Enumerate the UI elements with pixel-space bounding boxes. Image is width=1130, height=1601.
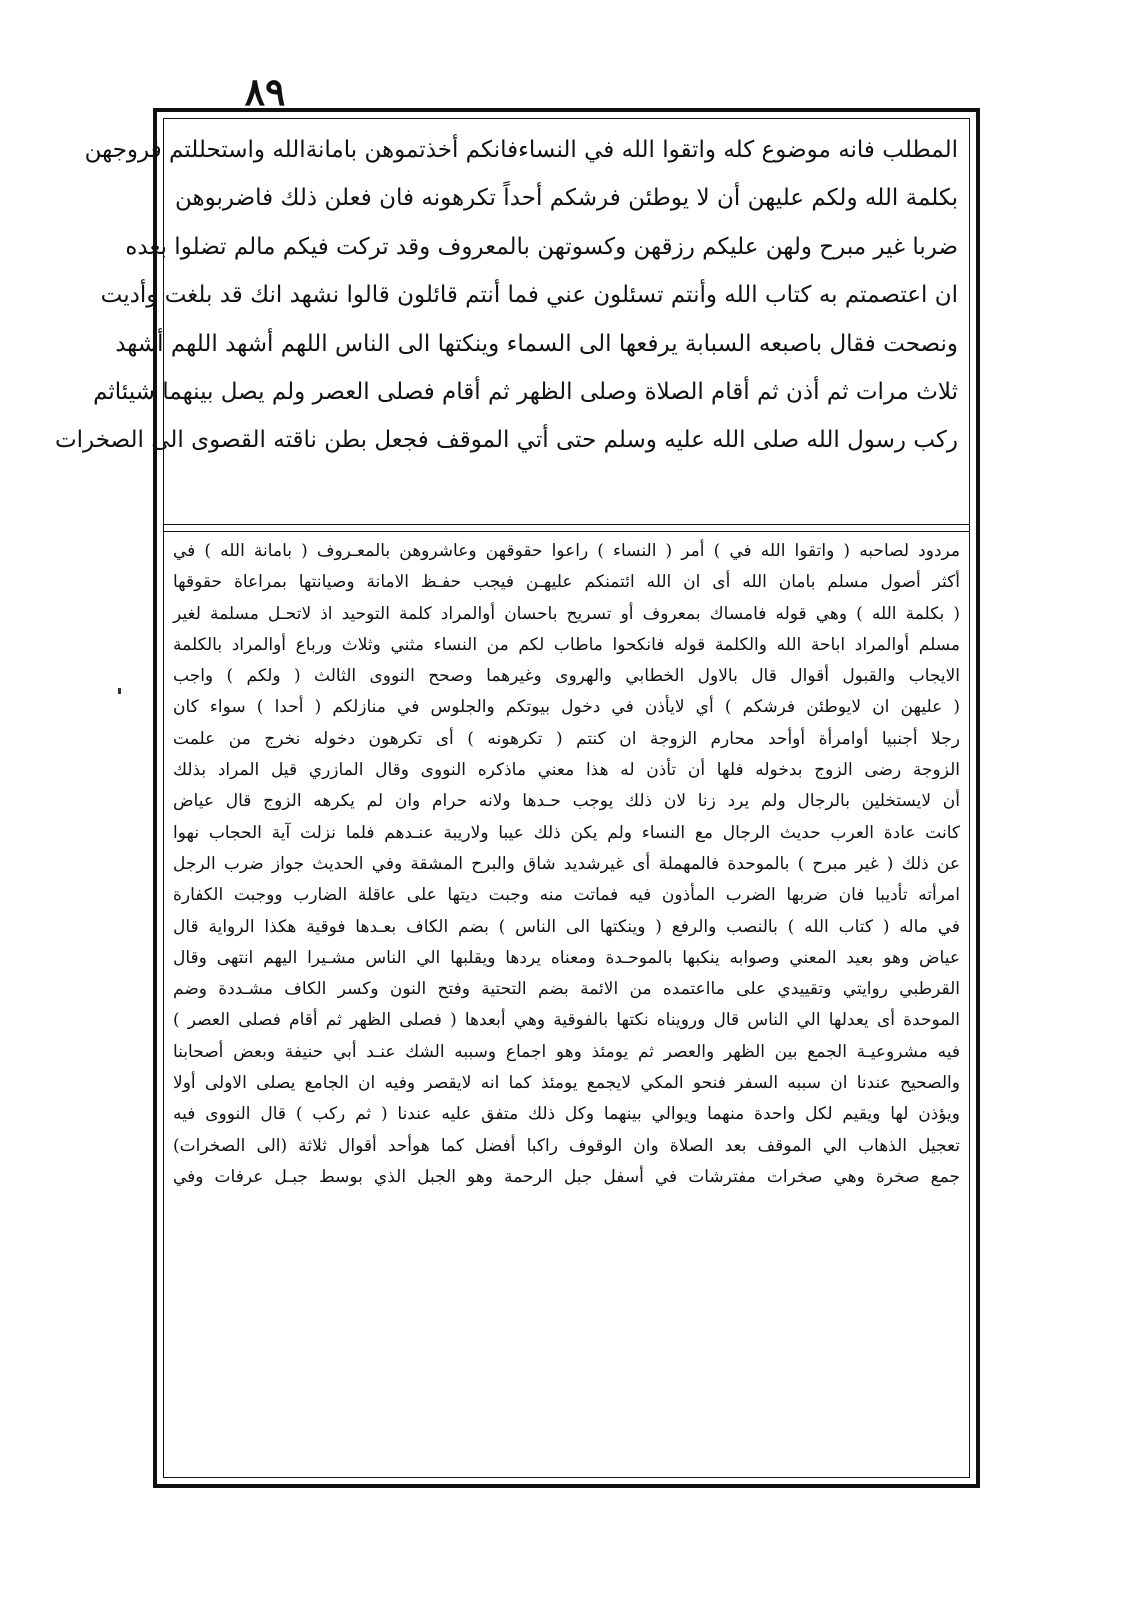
commentary-line: مردود لصاحبه ( واتقوا الله في ) أمر ( النساء ) راعوا حقوقهن وعاشروهن بالمعـروف ( بامانة الله ) في: [173, 541, 960, 561]
section-divider: [163, 524, 970, 532]
page-frame: [54, 108, 980, 1488]
commentary-line: عياض وهو بعيد المعني وصوابه ينكبها بالموحـدة ومعناه يردها ويقلبها الي الناس مشـيرا اليهم انتهى وقال: [173, 947, 960, 968]
commentary-line: في ماله ( كتاب الله ) بالنصب والرفع ( وينكتها الى الناس ) بضم الكاف بعـدها فوقية هكذا الرواية قال: [173, 916, 960, 937]
commentary-line: والصحيح عندنا ان سببه السفر فنحو المكي لايجمع يومئذ كما انه لايقصر وفيه ان الجامع يصلى الاولى أولا: [173, 1073, 960, 1094]
main-text-line: بكلمة الله ولكم عليهن أن لا يوطئن فرشكم أحداً تكرهونه فان فعلن ذلك فاضربوهن: [175, 185, 958, 212]
commentary-line: أكثر أصول مسلم بامان الله أى ان الله ائتمنكم عليهـن فيجب حفـظ الامانة وصيانتها بمراعاة حقوقها: [173, 572, 960, 593]
commentary-line: رجلا أجنبيا أوامرأة أوأحد محارم الزوجة ان كنتم ( تكرهونه ) أى تكرهون دخوله نخرج من علمت: [173, 728, 960, 749]
commentary-line: ويؤذن لها ويقيم لكل واحدة منهما ويوالي بينهما وكل ذلك متفق عليه عندنا ( ثم ركب ) قال النووى فيه: [173, 1104, 960, 1125]
commentary-line: كانت عادة العرب حديث الرجال مع النساء ولم يكن ذلك عيبا ولاريبة عنـدهم فلما نزلت آية الحجاب نهوا: [173, 822, 960, 843]
main-text-line: ركب رسول الله صلى الله عليه وسلم حتى أتي الموقف فجعل بطن ناقته القصوى الى الصخرات: [54, 427, 958, 454]
commentary-line: ( بكلمة الله ) وهي قوله فامساك بمعروف أو تسريح باحسان أوالمراد كلمة التوحيد اذ لاتحـل مسلمة لغير: [173, 603, 960, 624]
commentary-line: الايجاب والقبول أقوال قال بالاول الخطابي والهروى وغيرهما وصحح النووى الثالث ( ولكم ) واجب: [173, 666, 960, 687]
commentary-line: أن لايستخلين بالرجال ولم يرد زنا لان ذلك يوجب حـدها ولانه حرام وان لم يكرهه الزوج قال عياض: [173, 791, 960, 812]
main-text-line: ونصحت فقال باصبعه السبابة يرفعها الى السماء وينكتها الى الناس اللهم أشهد اللهم أشهد: [115, 330, 958, 357]
commentary-line: الزوجة رضى الزوج بدخوله فلها أن تأذن له هذا معني ماذكره النووى وقال المازري قيل المراد بذلك: [173, 760, 960, 781]
commentary-line: جمع صخرة وهي صخرات مفترشات في أسفل جبل الرحمة وهو الجبل الذي بوسط جبـل عرفات وفي: [173, 1166, 960, 1187]
margin-mark: [118, 688, 121, 694]
commentary-line: القرطبي روايتي وتقييدي على مااعتمده من الائمة بضم التحتية وفتح النون وكسر الكاف مشـددة وضم: [173, 979, 960, 1000]
main-text-line: ان اعتصمتم به كتاب الله وأنتم تسئلون عني فما أنتم قائلون قالوا نشهد انك قد بلغت وأديت: [100, 282, 958, 309]
commentary-line: تعجيل الذهاب الي الموقف بعد الصلاة وان الوقوف راكبا أفضل كما هوأحد أقوال ثلاثة (الى الصخرات): [173, 1135, 960, 1156]
main-text-block: [54, 126, 958, 514]
page-number: ٨٩: [244, 69, 286, 114]
commentary-line: عن ذلك ( غير مبرح ) بالموحدة فالمهملة أى غيرشديد شاق والبرح المشقة وفي الحديث جواز ضرب الرجل: [173, 853, 960, 874]
commentary-line: الموحدة أى يعدلها الي الناس قال ورويناه نكتها بالفوقية وهي أبعدها ( فصلى الظهر ثم أقام فصلى العصر ): [173, 1010, 960, 1031]
commentary-line: مسلم أوالمراد اباحة الله والكلمة قوله فانكحوا ماطاب لكم من النساء مثني وثلاث ورباع أوالمراد بالكلمة: [173, 634, 960, 655]
commentary-line: امرأته تأديبا فان ضربها الضرب المأذون فيه فماتت منه وجبت ديتها على عاقلة الضارب ووجبت الكفارة: [173, 885, 960, 906]
main-text-line: ثلاث مرات ثم أذن ثم أقام الصلاة وصلى الظهر ثم أقام فصلى العصر ولم يصل بينهما شيئاثم: [93, 378, 958, 405]
commentary-line: فيه مشروعيـة الجمع بين الظهر والعصر ثم يومئذ وهو اجماع وسببه الشك عنـد أبي حنيفة وبعض أصحابنا: [173, 1041, 960, 1062]
commentary-block: [173, 536, 960, 1476]
main-text-line: ضربا غير مبرح ولهن عليكم رزقهن وكسوتهن بالمعروف وقد تركت فيكم مالم تضلوا بعده: [125, 233, 958, 260]
main-text-line: المطلب فانه موضوع كله واتقوا الله في النساءفانكم أخذتموهن بامانةالله واستحللتم فروجهن: [84, 137, 958, 163]
commentary-line: ( عليهن ان لايوطئن فرشكم ) أي لايأذن في دخول بيوتكم والجلوس في منازلكم ( أحدا ) سواء كان: [173, 697, 960, 718]
